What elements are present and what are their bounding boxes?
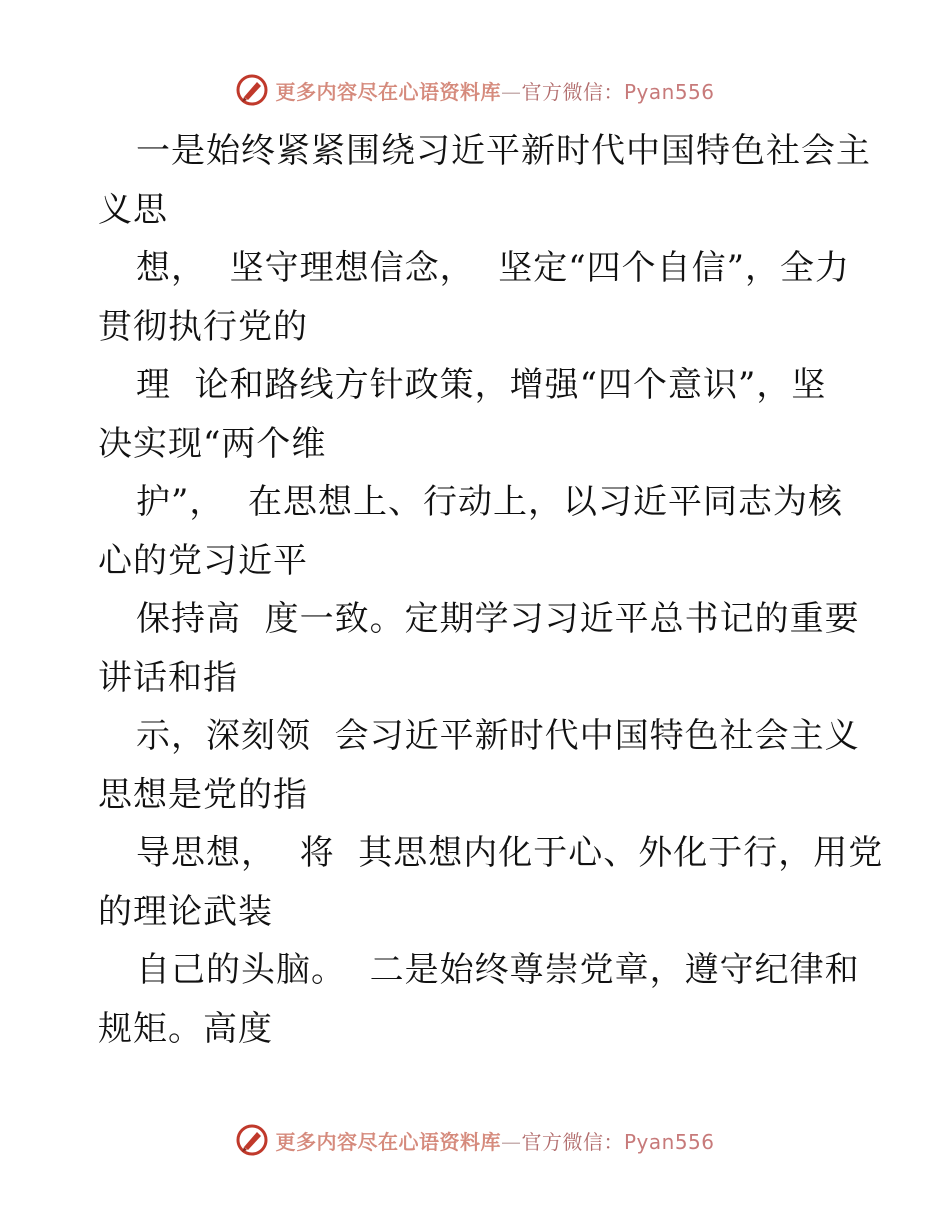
watermark-text — [275, 76, 714, 105]
text-line: 导思想， 将 其思想内化于心、外化于行，用党 — [136, 833, 884, 873]
text-line: 决实现“两个维 — [98, 423, 327, 464]
body-text — [98, 122, 884, 1058]
header-watermark — [0, 70, 950, 110]
footer-watermark — [0, 1120, 950, 1160]
text-line: 示，深刻领 会习近平新时代中国特色社会主义 — [136, 716, 860, 756]
text-line: 护”， 在思想上、行动上，以习近平同志为核 — [136, 482, 843, 522]
text-line: 讲话和指 — [98, 657, 238, 698]
text-line: 想， 坚守理想信念， 坚定“四个自信”，全力 — [136, 248, 850, 288]
text-line: 理 论和路线方针政策，增强“四个意识”，坚 — [136, 365, 827, 405]
text-line: 义思 — [98, 189, 168, 230]
text-line: 心的党习近平 — [98, 540, 308, 581]
text-line: 规矩。高度 — [98, 1008, 273, 1049]
watermark-separator: — — [500, 1129, 522, 1154]
text-line: 的理论武装 — [98, 891, 273, 932]
text-line: 自己的头脑。 二是始终尊崇党章，遵守纪律和 — [136, 950, 860, 990]
pen-nib-icon — [235, 73, 269, 107]
watermark-main: 更多内容尽在心语资料库 — [275, 79, 501, 104]
text-line: 一是始终紧紧围绕习近平新时代中国特色社会主 — [136, 131, 871, 171]
text-line: 思想是党的指 — [98, 774, 308, 815]
pen-nib-icon — [235, 1123, 269, 1157]
watermark-id: Pyan556 — [623, 1129, 715, 1154]
watermark-main: 更多内容尽在心语资料库 — [275, 1129, 501, 1154]
watermark-text — [275, 1126, 714, 1155]
watermark-separator: — — [500, 79, 522, 104]
text-line: 保持高 度一致。定期学习习近平总书记的重要 — [136, 599, 860, 639]
watermark-id: Pyan556 — [623, 79, 715, 104]
watermark-sub: 官方微信： — [521, 1129, 624, 1154]
watermark-sub: 官方微信： — [521, 79, 624, 104]
text-line: 贯彻执行党的 — [98, 306, 308, 347]
